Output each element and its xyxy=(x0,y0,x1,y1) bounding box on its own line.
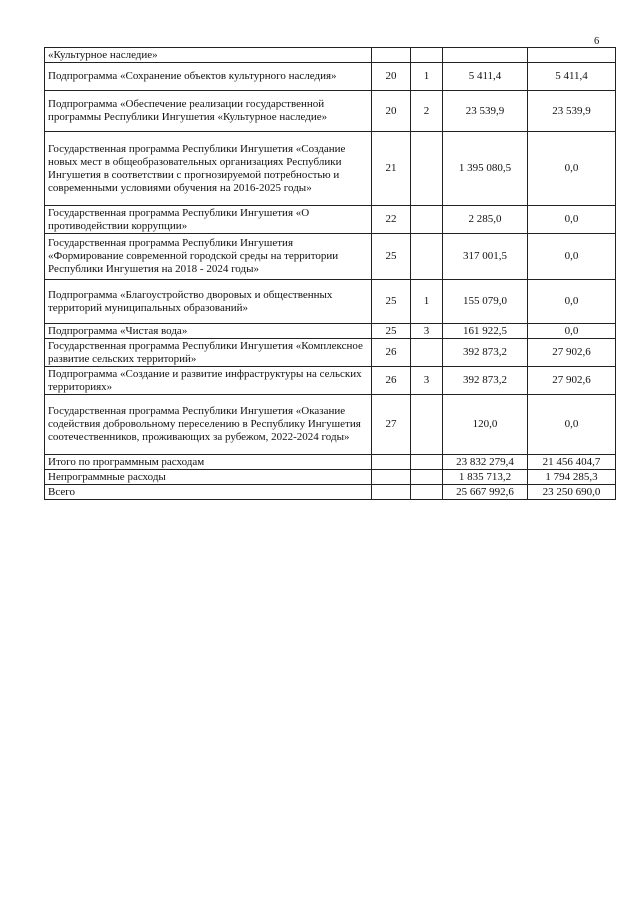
row-name: Итого по программным расходам xyxy=(45,455,372,470)
table-row xyxy=(45,91,616,132)
page-number: 6 xyxy=(594,36,600,47)
row-code: 20 xyxy=(372,63,411,91)
table-row xyxy=(45,395,616,455)
row-name: Подпрограмма «Создание и развитие инфраструктуры на сельских территориях» xyxy=(45,367,372,395)
row-code: 20 xyxy=(372,91,411,132)
row-amount-1 xyxy=(443,48,528,63)
row-sub xyxy=(411,132,443,206)
row-code: 26 xyxy=(372,367,411,395)
row-name: Государственная программа Республики Ингушетия «О противодействии коррупции» xyxy=(45,206,372,234)
row-name: Государственная программа Республики Ингушетия «Создание новых мест в общеобразовательных организациях Республики Ингушетия в соответствии с прогнозируемой потребностью и современными условиями обучения на 2016-2025 годы» xyxy=(45,132,372,206)
row-code: 25 xyxy=(372,234,411,280)
row-amount-2: 27 902,6 xyxy=(528,367,616,395)
row-code: 25 xyxy=(372,324,411,339)
row-amount-2: 23 539,9 xyxy=(528,91,616,132)
row-code: 27 xyxy=(372,395,411,455)
row-amount-2 xyxy=(528,48,616,63)
row-sub xyxy=(411,206,443,234)
row-sub: 3 xyxy=(411,324,443,339)
table-row xyxy=(45,367,616,395)
row-amount-2: 27 902,6 xyxy=(528,339,616,367)
row-name: Государственная программа Республики Ингушетия «Оказание содействия добровольному переселению в Республику Ингушетия соотечественников, проживающих за рубежом, 2022-2024 годы» xyxy=(45,395,372,455)
row-name: Непрограммные расходы xyxy=(45,470,372,485)
table-row xyxy=(45,48,616,63)
row-code xyxy=(372,455,411,470)
row-amount-1: 161 922,5 xyxy=(443,324,528,339)
row-amount-2: 0,0 xyxy=(528,324,616,339)
row-sub xyxy=(411,339,443,367)
row-amount-1: 25 667 992,6 xyxy=(443,485,528,500)
row-amount-1: 23 539,9 xyxy=(443,91,528,132)
row-amount-1: 1 395 080,5 xyxy=(443,132,528,206)
row-amount-1: 392 873,2 xyxy=(443,367,528,395)
row-amount-2: 0,0 xyxy=(528,234,616,280)
row-name: Государственная программа Республики Ингушетия «Комплексное развитие сельских территорий» xyxy=(45,339,372,367)
row-name: Всего xyxy=(45,485,372,500)
table-row xyxy=(45,470,616,485)
table-row xyxy=(45,206,616,234)
row-name: Государственная программа Республики Ингушетия «Формирование современной городской среды на территории Республики Ингушетия на 2018 - 2024 годы» xyxy=(45,234,372,280)
table-row xyxy=(45,132,616,206)
row-amount-1: 120,0 xyxy=(443,395,528,455)
row-code: 22 xyxy=(372,206,411,234)
row-sub xyxy=(411,395,443,455)
row-amount-1: 1 835 713,2 xyxy=(443,470,528,485)
row-amount-1: 392 873,2 xyxy=(443,339,528,367)
row-code xyxy=(372,470,411,485)
row-sub xyxy=(411,48,443,63)
row-amount-2: 0,0 xyxy=(528,206,616,234)
row-sub: 1 xyxy=(411,280,443,324)
row-amount-2: 1 794 285,3 xyxy=(528,470,616,485)
row-amount-1: 5 411,4 xyxy=(443,63,528,91)
row-code xyxy=(372,485,411,500)
row-amount-1: 2 285,0 xyxy=(443,206,528,234)
row-sub: 3 xyxy=(411,367,443,395)
row-sub: 1 xyxy=(411,63,443,91)
row-name: Подпрограмма «Благоустройство дворовых и общественных территорий муниципальных образований» xyxy=(45,280,372,324)
row-amount-2: 0,0 xyxy=(528,395,616,455)
row-sub xyxy=(411,234,443,280)
row-amount-2: 5 411,4 xyxy=(528,63,616,91)
table-row xyxy=(45,455,616,470)
table-row xyxy=(45,324,616,339)
table-row xyxy=(45,339,616,367)
table-row xyxy=(45,234,616,280)
row-sub xyxy=(411,455,443,470)
row-amount-1: 155 079,0 xyxy=(443,280,528,324)
row-sub xyxy=(411,485,443,500)
row-sub xyxy=(411,470,443,485)
row-name: Подпрограмма «Обеспечение реализации государственной программы Республики Ингушетия «Культурное наследие» xyxy=(45,91,372,132)
row-amount-2: 21 456 404,7 xyxy=(528,455,616,470)
row-code xyxy=(372,48,411,63)
row-amount-1: 317 001,5 xyxy=(443,234,528,280)
budget-table xyxy=(44,47,616,500)
row-name: Подпрограмма «Чистая вода» xyxy=(45,324,372,339)
row-name: «Культурное наследие» xyxy=(45,48,372,63)
table-row xyxy=(45,280,616,324)
row-amount-2: 0,0 xyxy=(528,280,616,324)
row-code: 21 xyxy=(372,132,411,206)
row-code: 26 xyxy=(372,339,411,367)
table-row xyxy=(45,485,616,500)
row-sub: 2 xyxy=(411,91,443,132)
row-amount-2: 23 250 690,0 xyxy=(528,485,616,500)
table-row xyxy=(45,63,616,91)
row-amount-2: 0,0 xyxy=(528,132,616,206)
row-name: Подпрограмма «Сохранение объектов культурного наследия» xyxy=(45,63,372,91)
row-code: 25 xyxy=(372,280,411,324)
row-amount-1: 23 832 279,4 xyxy=(443,455,528,470)
